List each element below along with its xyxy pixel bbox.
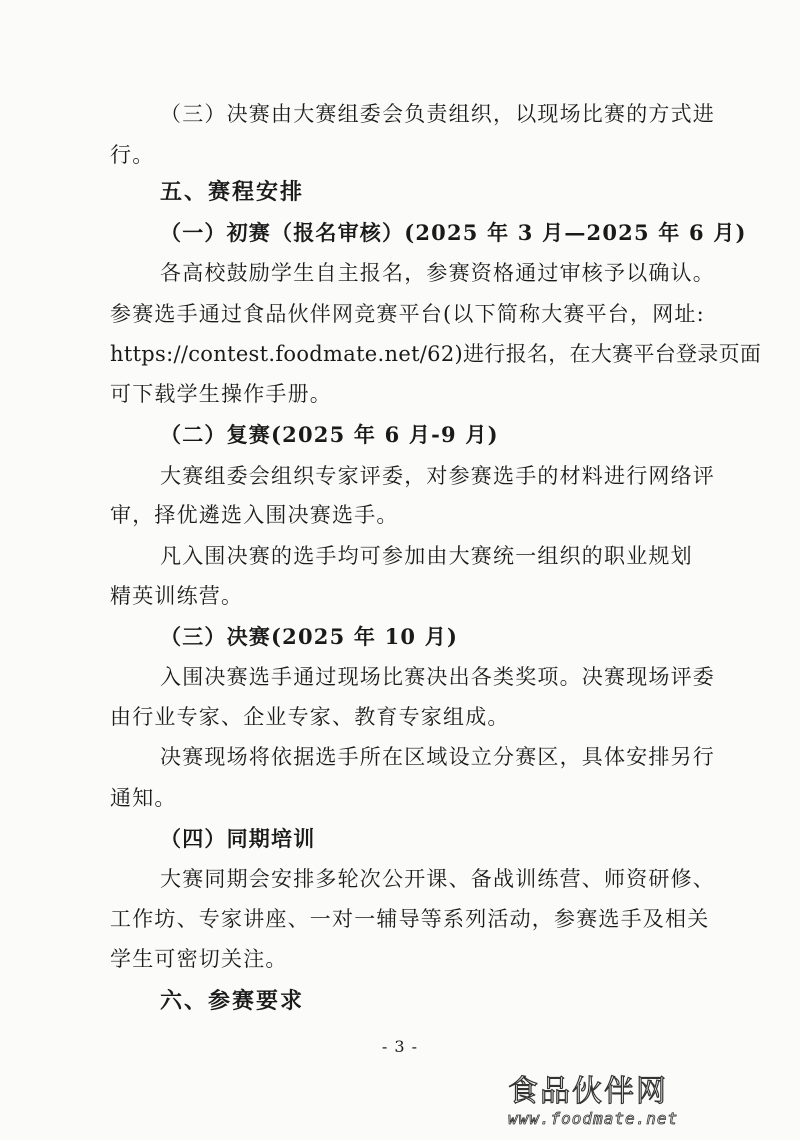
paragraph-line: 凡入围决赛的选手均可参加由大赛统一组织的职业规划 bbox=[160, 544, 693, 568]
paragraph-line: 学生可密切关注。 bbox=[110, 947, 288, 971]
paragraph-line: 大赛组委会组织专家评委，对参赛选手的材料进行网络评 bbox=[160, 464, 715, 488]
paragraph-line: 各高校鼓励学生自主报名，参赛资格通过审核予以确认。 bbox=[160, 261, 715, 285]
paragraph-line: 参赛选手通过食品伙伴网竞赛平台(以下简称大赛平台，网址: bbox=[110, 302, 705, 326]
paragraph-line: 工作坊、专家讲座、一对一辅导等系列活动，参赛选手及相关 bbox=[110, 907, 710, 931]
paragraph-line: 审，择优遴选入围决赛选手。 bbox=[110, 503, 399, 527]
watermark-name: 食品伙伴网 bbox=[508, 1074, 668, 1109]
subsection-heading-preliminary: （一）初赛（报名审核）(2025 年 3 月—2025 年 6 月) bbox=[160, 220, 747, 245]
watermark-url: www.foodmate.net bbox=[508, 1109, 679, 1128]
paragraph-line: 通知。 bbox=[110, 786, 177, 810]
subsection-heading-training: （四）同期培训 bbox=[160, 826, 316, 851]
section-heading-requirements: 六、参赛要求 bbox=[160, 988, 305, 1014]
page-number: - 3 - bbox=[381, 1037, 419, 1056]
subsection-heading-semifinal: （二）复赛(2025 年 6 月-9 月) bbox=[160, 422, 499, 447]
paragraph-line: 由行业专家、企业专家、教育专家组成。 bbox=[110, 705, 510, 729]
paragraph-line: 大赛同期会安排多轮次公开课、备战训练营、师资研修、 bbox=[160, 867, 715, 891]
paragraph-line: 可下载学生操作手册。 bbox=[110, 382, 332, 406]
paragraph-line: 入围决赛选手通过现场比赛决出各类奖项。决赛现场评委 bbox=[160, 665, 715, 689]
section-heading-schedule: 五、赛程安排 bbox=[160, 179, 305, 205]
paragraph-line: 决赛现场将依据选手所在区域设立分赛区，具体安排另行 bbox=[160, 745, 715, 769]
paragraph-line: 行。 bbox=[110, 143, 155, 167]
paragraph-line: 精英训练营。 bbox=[110, 584, 244, 608]
watermark-logo bbox=[508, 1076, 788, 1132]
paragraph-line: https://contest.foodmate.net/62)进行报名，在大赛平台登录页面 bbox=[110, 342, 762, 366]
subsection-heading-final: （三）决赛(2025 年 10 月) bbox=[160, 624, 459, 649]
paragraph-line: （三）决赛由大赛组委会负责组织，以现场比赛的方式进 bbox=[160, 102, 715, 126]
